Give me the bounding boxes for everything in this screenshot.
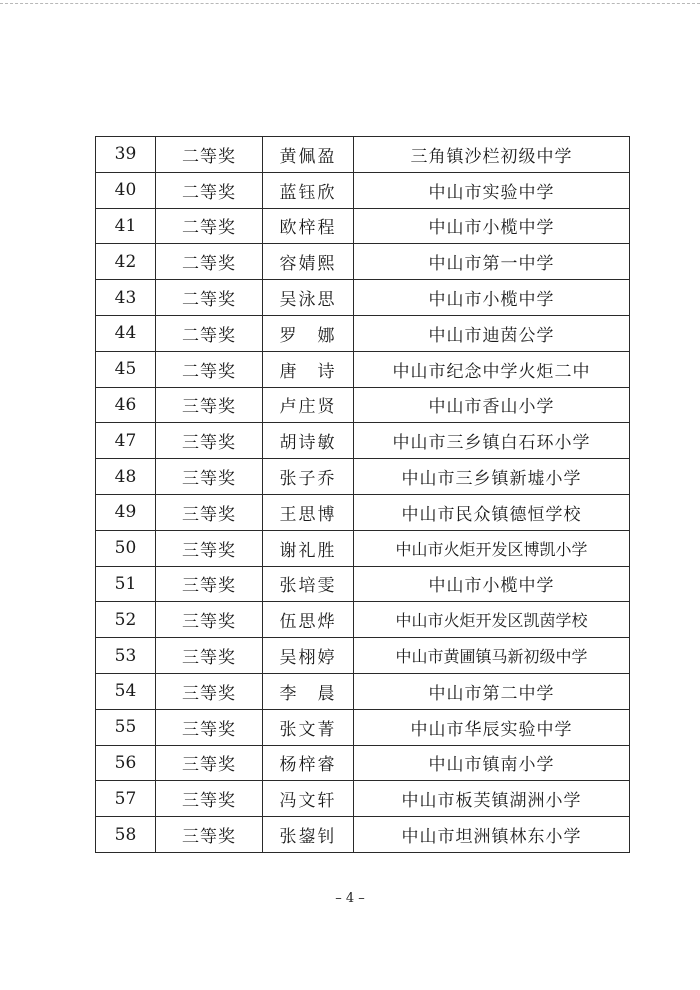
student-name-cell: 谢礼胜	[263, 530, 354, 566]
table-row	[96, 315, 630, 351]
award-level-cell: 二等奖	[156, 244, 263, 280]
student-name-cell: 王思博	[263, 494, 354, 530]
school-name-cell: 中山市小榄中学	[354, 566, 630, 602]
school-name-cell: 中山市三乡镇白石环小学	[354, 423, 630, 459]
table-row	[96, 423, 630, 459]
school-name-cell: 中山市火炬开发区博凯小学	[354, 530, 630, 566]
row-number-cell: 50	[96, 530, 156, 566]
student-name-cell: 唐 诗	[263, 351, 354, 387]
awards-table-body	[96, 137, 630, 853]
row-number-cell: 40	[96, 172, 156, 208]
student-name-cell: 欧梓程	[263, 208, 354, 244]
school-name-cell: 中山市纪念中学火炬二中	[354, 351, 630, 387]
award-level-cell: 三等奖	[156, 423, 263, 459]
school-name-cell: 中山市小榄中学	[354, 208, 630, 244]
student-name-cell: 卢庄贤	[263, 387, 354, 423]
row-number-cell: 49	[96, 494, 156, 530]
scan-edge-line	[0, 3, 700, 4]
row-number-cell: 55	[96, 709, 156, 745]
award-level-cell: 三等奖	[156, 566, 263, 602]
table-row	[96, 172, 630, 208]
student-name-cell: 伍思烨	[263, 602, 354, 638]
student-name-cell: 张鋆钊	[263, 817, 354, 853]
award-level-cell: 三等奖	[156, 494, 263, 530]
school-name-cell: 中山市实验中学	[354, 172, 630, 208]
school-name-cell: 中山市三乡镇新墟小学	[354, 459, 630, 495]
table-row	[96, 817, 630, 853]
school-name-cell: 中山市民众镇德恒学校	[354, 494, 630, 530]
table-row	[96, 709, 630, 745]
row-number-cell: 45	[96, 351, 156, 387]
awards-table	[95, 136, 630, 853]
school-name-cell: 中山市板芙镇湖洲小学	[354, 781, 630, 817]
row-number-cell: 58	[96, 817, 156, 853]
award-level-cell: 三等奖	[156, 745, 263, 781]
award-level-cell: 二等奖	[156, 315, 263, 351]
school-name-cell: 中山市第一中学	[354, 244, 630, 280]
table-row	[96, 137, 630, 173]
row-number-cell: 48	[96, 459, 156, 495]
school-name-cell: 中山市黄圃镇马新初级中学	[354, 638, 630, 674]
award-level-cell: 三等奖	[156, 638, 263, 674]
award-level-cell: 二等奖	[156, 351, 263, 387]
row-number-cell: 47	[96, 423, 156, 459]
student-name-cell: 杨梓睿	[263, 745, 354, 781]
table-row	[96, 673, 630, 709]
school-name-cell: 中山市华辰实验中学	[354, 709, 630, 745]
school-name-cell: 中山市迪茵公学	[354, 315, 630, 351]
school-name-cell: 中山市坦洲镇林东小学	[354, 817, 630, 853]
row-number-cell: 46	[96, 387, 156, 423]
table-row	[96, 244, 630, 280]
table-row	[96, 208, 630, 244]
student-name-cell: 胡诗敏	[263, 423, 354, 459]
student-name-cell: 罗 娜	[263, 315, 354, 351]
row-number-cell: 53	[96, 638, 156, 674]
award-level-cell: 三等奖	[156, 530, 263, 566]
row-number-cell: 39	[96, 137, 156, 173]
school-name-cell: 中山市第二中学	[354, 673, 630, 709]
school-name-cell: 中山市香山小学	[354, 387, 630, 423]
student-name-cell: 张文菁	[263, 709, 354, 745]
school-name-cell: 三角镇沙栏初级中学	[354, 137, 630, 173]
row-number-cell: 52	[96, 602, 156, 638]
row-number-cell: 57	[96, 781, 156, 817]
student-name-cell: 李 晨	[263, 673, 354, 709]
award-level-cell: 三等奖	[156, 817, 263, 853]
table-row	[96, 494, 630, 530]
award-level-cell: 二等奖	[156, 280, 263, 316]
page-number: – 4 –	[335, 891, 365, 906]
row-number-cell: 51	[96, 566, 156, 602]
award-level-cell: 三等奖	[156, 387, 263, 423]
award-level-cell: 三等奖	[156, 709, 263, 745]
student-name-cell: 吴栩婷	[263, 638, 354, 674]
table-row	[96, 745, 630, 781]
table-row	[96, 781, 630, 817]
school-name-cell: 中山市镇南小学	[354, 745, 630, 781]
table-row	[96, 566, 630, 602]
table-row	[96, 530, 630, 566]
student-name-cell: 冯文轩	[263, 781, 354, 817]
school-name-cell: 中山市火炬开发区凯茵学校	[354, 602, 630, 638]
student-name-cell: 黄佩盈	[263, 137, 354, 173]
table-row	[96, 351, 630, 387]
school-name-cell: 中山市小榄中学	[354, 280, 630, 316]
student-name-cell: 容婧熙	[263, 244, 354, 280]
award-level-cell: 二等奖	[156, 172, 263, 208]
table-row	[96, 602, 630, 638]
table-row	[96, 280, 630, 316]
award-level-cell: 三等奖	[156, 673, 263, 709]
award-level-cell: 三等奖	[156, 602, 263, 638]
row-number-cell: 56	[96, 745, 156, 781]
award-level-cell: 二等奖	[156, 208, 263, 244]
row-number-cell: 54	[96, 673, 156, 709]
award-level-cell: 二等奖	[156, 137, 263, 173]
row-number-cell: 42	[96, 244, 156, 280]
row-number-cell: 44	[96, 315, 156, 351]
student-name-cell: 张子乔	[263, 459, 354, 495]
table-row	[96, 638, 630, 674]
table-row	[96, 387, 630, 423]
award-level-cell: 三等奖	[156, 459, 263, 495]
student-name-cell: 蓝钰欣	[263, 172, 354, 208]
table-row	[96, 459, 630, 495]
row-number-cell: 43	[96, 280, 156, 316]
student-name-cell: 张培雯	[263, 566, 354, 602]
student-name-cell: 吴泳思	[263, 280, 354, 316]
row-number-cell: 41	[96, 208, 156, 244]
award-level-cell: 三等奖	[156, 781, 263, 817]
